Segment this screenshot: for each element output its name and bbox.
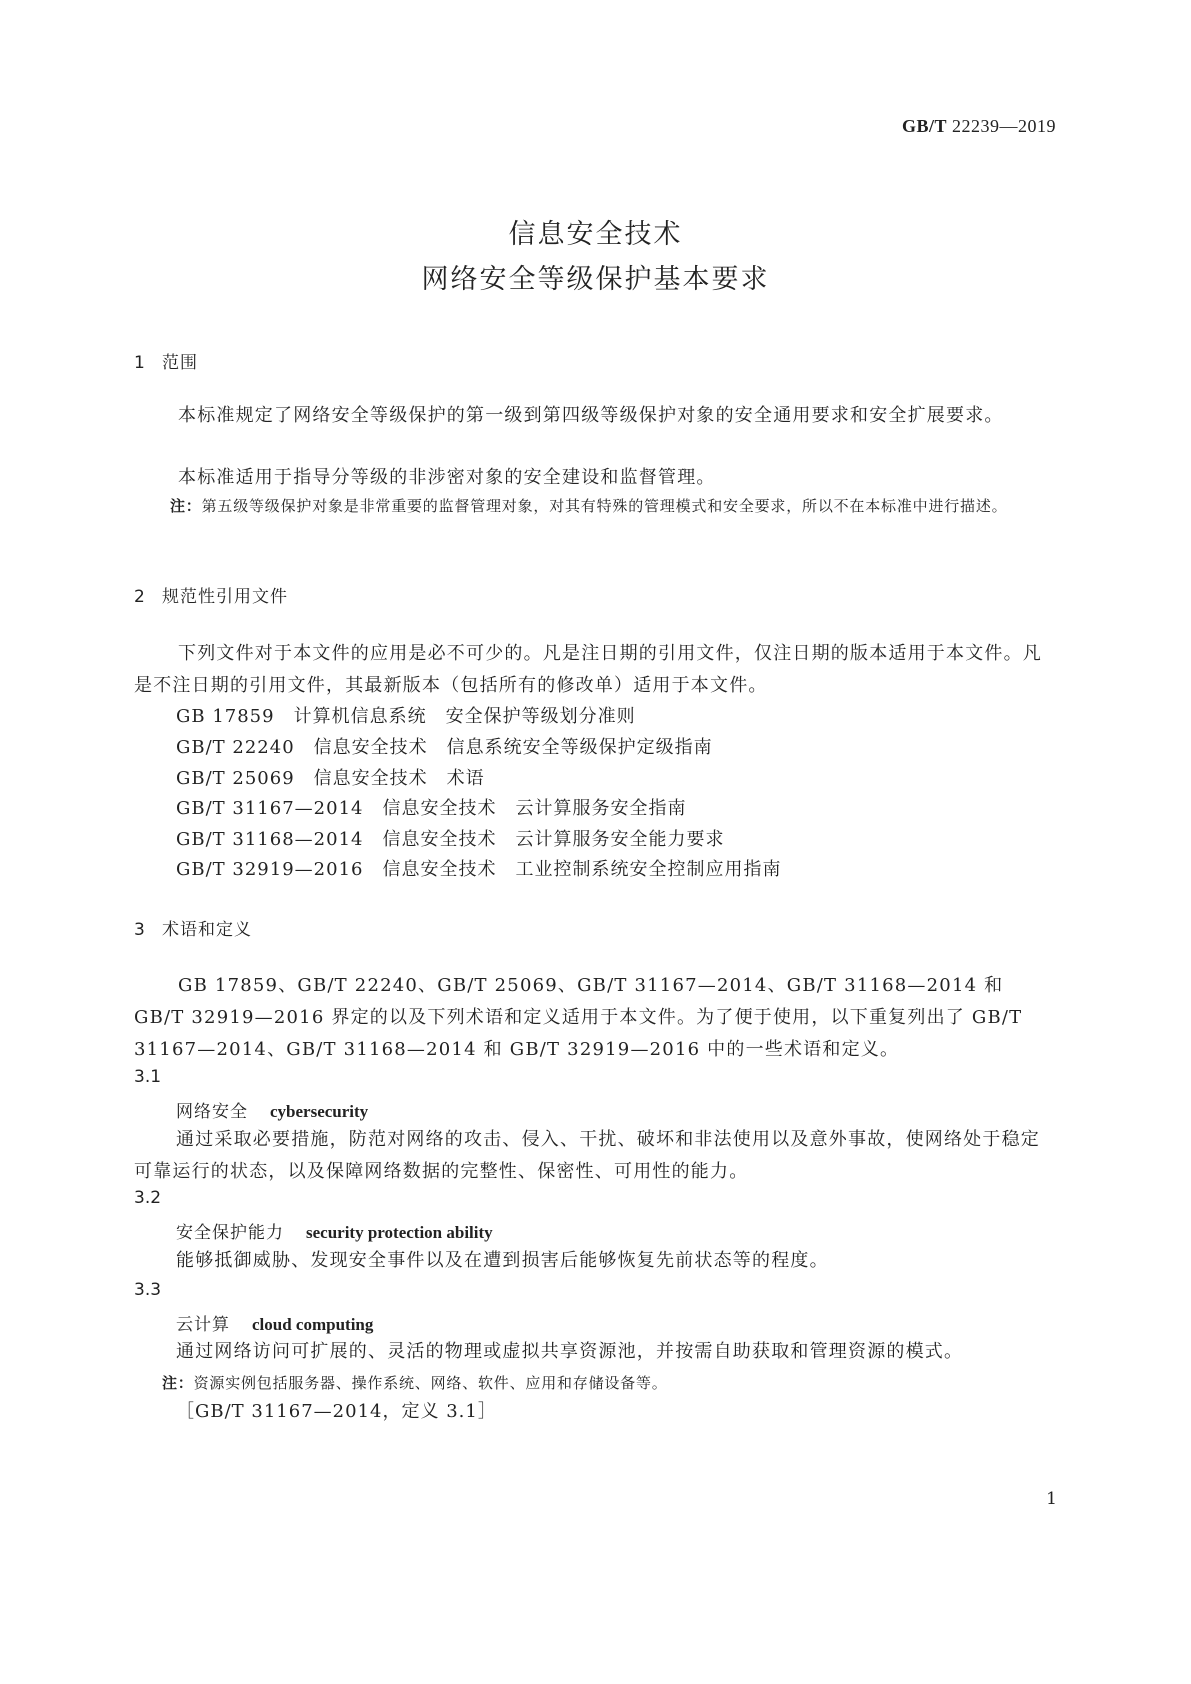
term-heading <box>176 1310 373 1335</box>
note-text: 第五级等级保护对象是非常重要的监督管理对象，对其有特殊的管理模式和安全要求，所以不在本标准中进行描述。 <box>201 497 1008 515</box>
term-heading <box>176 1218 493 1243</box>
standard-code-prefix: GB/T <box>901 116 947 136</box>
term-definition-text: 能够抵御威胁、发现安全事件以及在遭到损害后能够恢复先前状态等的程度。 <box>176 1250 829 1271</box>
page-number: 1 <box>1046 1489 1057 1509</box>
section-1-para-2-text: 本标准适用于指导分等级的非涉密对象的安全建设和监督管理。 <box>178 467 716 488</box>
section-1-para-2 <box>134 462 1055 494</box>
reference-item: GB/T 25069 信息安全技术 术语 <box>176 768 485 789</box>
term-english: cloud computing <box>252 1315 374 1334</box>
section-2-intro-text: 下列文件对于本文件的应用是必不可少的。凡是注日期的引用文件，仅注日期的版本适用于本文件。凡是不注日期的引用文件，其最新版本（包括所有的修改单）适用于本文件。 <box>134 643 1042 696</box>
term-definition <box>134 1336 1055 1368</box>
reference-item: GB/T 31167—2014 信息安全技术 云计算服务安全指南 <box>176 798 687 819</box>
term-definition <box>134 1245 1055 1277</box>
term-english: cybersecurity <box>270 1102 369 1121</box>
reference-item: GB/T 31168—2014 信息安全技术 云计算服务安全能力要求 <box>176 829 725 850</box>
term-number: 3.1 <box>134 1067 162 1087</box>
term-heading <box>176 1097 368 1122</box>
section-2-number: 2 <box>134 587 146 607</box>
section-3-number: 3 <box>134 920 146 940</box>
document-title-line2: 网络安全等级保护基本要求 <box>421 264 770 295</box>
section-1-number: 1 <box>134 353 146 373</box>
term-chinese: 云计算 <box>176 1315 230 1335</box>
term-definition-text: 通过网络访问可扩展的、灵活的物理或虚拟共享资源池，并按需自助获取和管理资源的模式。 <box>176 1341 964 1362</box>
standard-code <box>902 116 1056 137</box>
term-definition-text: 通过采取必要措施，防范对网络的攻击、侵入、干扰、破坏和非法使用以及意外事故，使网络处于稳定可靠运行的状态，以及保障网络数据的完整性、保密性、可用性的能力。 <box>134 1129 1040 1182</box>
term-number: 3.2 <box>134 1188 162 1208</box>
section-1-title: 范围 <box>162 353 198 373</box>
term-chinese: 安全保护能力 <box>176 1223 284 1243</box>
section-3-heading <box>134 915 252 940</box>
section-2-intro <box>134 638 1055 702</box>
section-2-heading <box>134 582 288 607</box>
note-label: 注： <box>162 1374 194 1392</box>
term-note <box>162 1369 1047 1398</box>
term-chinese: 网络安全 <box>176 1102 248 1122</box>
reference-item: GB 17859 计算机信息系统 安全保护等级划分准则 <box>176 706 636 727</box>
section-1-heading <box>134 348 198 373</box>
note-label: 注： <box>170 497 202 515</box>
document-title-line1: 信息安全技术 <box>508 219 683 250</box>
term-english: security protection ability <box>306 1223 493 1242</box>
section-2-title: 规范性引用文件 <box>162 587 288 607</box>
reference-item: GB/T 32919—2016 信息安全技术 工业控制系统安全控制应用指南 <box>176 859 782 880</box>
term-source: ［GB/T 31167—2014，定义 3.1］ <box>176 1401 497 1422</box>
section-1-para-1-text: 本标准规定了网络安全等级保护的第一级到第四级等级保护对象的安全通用要求和安全扩展要求。 <box>178 405 1004 426</box>
section-3-intro-text: GB 17859、GB/T 22240、GB/T 25069、GB/T 31167—2014、GB/T 31168—2014 和 GB/T 32919—2016 界定的以及下列术语和定义适用于本文件。为了便于使用，以下重复列出了 GB/T 31167—2014、GB/T 31168—2014 和 GB/T 32919—2016 中的一些术语和定义。 <box>134 975 1023 1060</box>
section-3-intro <box>134 970 1055 1066</box>
section-1-para-1 <box>134 400 1055 432</box>
note-text: 资源实例包括服务器、操作系统、网络、软件、应用和存储设备等。 <box>193 1374 668 1392</box>
section-3-title: 术语和定义 <box>162 920 252 940</box>
term-number: 3.3 <box>134 1280 162 1300</box>
section-1-note <box>170 492 1055 521</box>
reference-item: GB/T 22240 信息安全技术 信息系统安全等级保护定级指南 <box>176 737 713 758</box>
term-definition <box>134 1124 1055 1188</box>
standard-code-number: 22239—2019 <box>952 116 1056 136</box>
